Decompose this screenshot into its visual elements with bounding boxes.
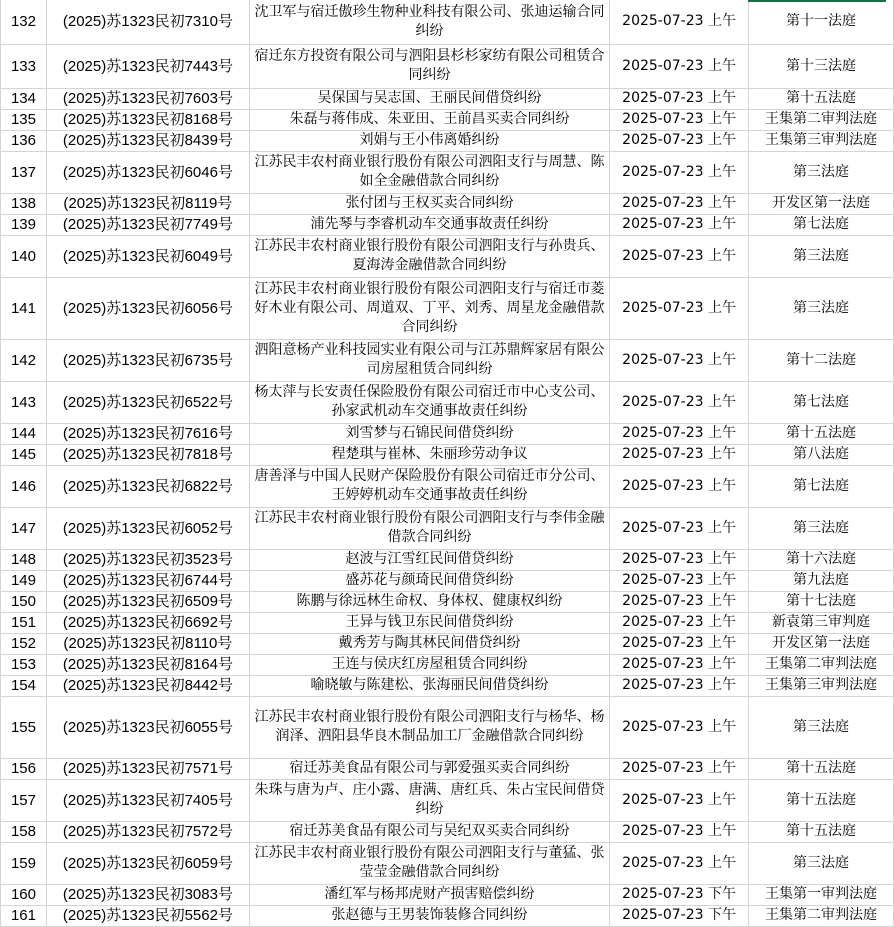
courtroom-cell[interactable]: 第三法庭 [749, 696, 894, 758]
case-title-cell[interactable]: 朱珠与唐为卢、庄小露、唐满、唐红兵、朱占宝民间借贷纠纷 [249, 779, 609, 821]
courtroom-cell[interactable]: 王集第三审判法庭 [749, 675, 894, 696]
table-row[interactable] [1, 570, 894, 591]
hearing-date-cell[interactable]: 2025-07-23 上午 [610, 507, 749, 549]
case-title-cell[interactable]: 江苏民丰农村商业银行股份有限公司泗阳支行与孙贵兵、夏海涛金融借款合同纠纷 [249, 235, 609, 277]
table-row[interactable] [1, 905, 894, 926]
hearing-date-cell[interactable]: 2025-07-23 上午 [610, 633, 749, 654]
row-number-cell[interactable]: 148 [1, 549, 47, 570]
courtroom-cell[interactable]: 开发区第一法庭 [749, 193, 894, 214]
courtroom-cell[interactable]: 第十五法庭 [749, 821, 894, 842]
row-number-cell[interactable]: 153 [1, 654, 47, 675]
courtroom-cell[interactable]: 第十一法庭 [749, 0, 894, 44]
case-number-cell[interactable]: (2025)苏1323民初6055号 [46, 696, 249, 758]
row-number-cell[interactable]: 160 [1, 884, 47, 905]
hearing-date-cell[interactable]: 2025-07-23 上午 [610, 842, 749, 884]
hearing-date-cell[interactable]: 2025-07-23 上午 [610, 444, 749, 465]
hearing-date-cell[interactable]: 2025-07-23 上午 [610, 675, 749, 696]
case-number-cell[interactable]: (2025)苏1323民初6046号 [46, 151, 249, 193]
table-row[interactable] [1, 444, 894, 465]
courtroom-cell[interactable]: 第三法庭 [749, 235, 894, 277]
row-number-cell[interactable]: 152 [1, 633, 47, 654]
case-number-cell[interactable]: (2025)苏1323民初6059号 [46, 842, 249, 884]
hearing-date-cell[interactable]: 2025-07-23 上午 [610, 277, 749, 339]
table-row[interactable] [1, 612, 894, 633]
table-row[interactable] [1, 339, 894, 381]
case-title-cell[interactable]: 张赵德与王男装饰装修合同纠纷 [249, 905, 609, 926]
case-number-cell[interactable]: (2025)苏1323民初3523号 [46, 549, 249, 570]
courtroom-cell[interactable]: 第十七法庭 [749, 591, 894, 612]
courtroom-cell[interactable]: 第七法庭 [749, 465, 894, 507]
hearing-date-cell[interactable]: 2025-07-23 上午 [610, 654, 749, 675]
courtroom-cell[interactable]: 第十五法庭 [749, 423, 894, 444]
row-number-cell[interactable]: 146 [1, 465, 47, 507]
hearing-date-cell[interactable]: 2025-07-23 上午 [610, 0, 749, 44]
table-row[interactable] [1, 381, 894, 423]
table-row[interactable] [1, 109, 894, 130]
hearing-date-cell[interactable]: 2025-07-23 上午 [610, 423, 749, 444]
courtroom-cell[interactable]: 王集第三审判法庭 [749, 130, 894, 151]
row-number-cell[interactable]: 137 [1, 151, 47, 193]
row-number-cell[interactable]: 161 [1, 905, 47, 926]
table-row[interactable] [1, 0, 894, 44]
spreadsheet-body [1, 0, 894, 926]
case-title-cell[interactable]: 江苏民丰农村商业银行股份有限公司泗阳支行与杨华、杨润泽、泗阳县华良木制品加工厂金融借款合同纠纷 [249, 696, 609, 758]
row-number-cell[interactable]: 132 [1, 0, 47, 44]
case-title-cell[interactable]: 江苏民丰农村商业银行股份有限公司泗阳支行与周慧、陈如全金融借款合同纠纷 [249, 151, 609, 193]
courtroom-cell[interactable]: 第十五法庭 [749, 779, 894, 821]
case-title-cell[interactable]: 宿迁苏美食品有限公司与郭爱强买卖合同纠纷 [249, 758, 609, 779]
courtroom-cell[interactable]: 第九法庭 [749, 570, 894, 591]
row-number-cell[interactable]: 136 [1, 130, 47, 151]
courtroom-cell[interactable]: 王集第一审判法庭 [749, 884, 894, 905]
case-number-cell[interactable]: (2025)苏1323民初7310号 [46, 0, 249, 44]
courtroom-cell[interactable]: 王集第二审判法庭 [749, 654, 894, 675]
case-title-cell[interactable]: 王异与钱卫东民间借贷纠纷 [249, 612, 609, 633]
case-title-cell[interactable]: 陈鹏与徐远林生命权、身体权、健康权纠纷 [249, 591, 609, 612]
case-title-cell[interactable]: 唐善泽与中国人民财产保险股份有限公司宿迁市分公司、王婷婷机动车交通事故责任纠纷 [249, 465, 609, 507]
hearing-date-cell[interactable]: 2025-07-23 上午 [610, 591, 749, 612]
case-number-cell[interactable]: (2025)苏1323民初3083号 [46, 884, 249, 905]
case-title-cell[interactable]: 喻晓敏与陈建松、张海丽民间借贷纠纷 [249, 675, 609, 696]
row-number-cell[interactable]: 149 [1, 570, 47, 591]
case-title-cell[interactable]: 程楚琪与崔林、朱丽珍劳动争议 [249, 444, 609, 465]
case-number-cell[interactable]: (2025)苏1323民初7603号 [46, 88, 249, 109]
table-row[interactable] [1, 44, 894, 88]
hearing-date-cell[interactable]: 2025-07-23 上午 [610, 570, 749, 591]
courtroom-cell[interactable]: 第十二法庭 [749, 339, 894, 381]
case-number-cell[interactable]: (2025)苏1323民初7616号 [46, 423, 249, 444]
case-title-cell[interactable]: 王连与侯庆红房屋租赁合同纠纷 [249, 654, 609, 675]
case-title-cell[interactable]: 刘娟与王小伟离婚纠纷 [249, 130, 609, 151]
hearing-date-cell[interactable]: 2025-07-23 上午 [610, 109, 749, 130]
case-title-cell[interactable]: 江苏民丰农村商业银行股份有限公司泗阳支行与李伟金融借款合同纠纷 [249, 507, 609, 549]
courtroom-cell[interactable]: 第三法庭 [749, 151, 894, 193]
hearing-date-cell[interactable]: 2025-07-23 上午 [610, 235, 749, 277]
hearing-date-cell[interactable]: 2025-07-23 上午 [610, 339, 749, 381]
case-number-cell[interactable]: (2025)苏1323民初7749号 [46, 214, 249, 235]
row-number-cell[interactable]: 135 [1, 109, 47, 130]
table-row[interactable] [1, 842, 894, 884]
case-number-cell[interactable]: (2025)苏1323民初6822号 [46, 465, 249, 507]
row-number-cell[interactable]: 156 [1, 758, 47, 779]
hearing-date-cell[interactable]: 2025-07-23 上午 [610, 696, 749, 758]
row-number-cell[interactable]: 139 [1, 214, 47, 235]
selected-cell-indicator [748, 0, 886, 2]
hearing-date-cell[interactable]: 2025-07-23 上午 [610, 130, 749, 151]
table-row[interactable] [1, 779, 894, 821]
courtroom-cell[interactable]: 第十五法庭 [749, 88, 894, 109]
row-number-cell[interactable]: 142 [1, 339, 47, 381]
row-number-cell[interactable]: 140 [1, 235, 47, 277]
row-number-cell[interactable]: 141 [1, 277, 47, 339]
table-row[interactable] [1, 130, 894, 151]
row-number-cell[interactable]: 144 [1, 423, 47, 444]
courtroom-cell[interactable]: 开发区第一法庭 [749, 633, 894, 654]
case-number-cell[interactable]: (2025)苏1323民初6052号 [46, 507, 249, 549]
table-row[interactable] [1, 423, 894, 444]
table-row[interactable] [1, 696, 894, 758]
table-row[interactable] [1, 235, 894, 277]
table-row[interactable] [1, 884, 894, 905]
case-title-cell[interactable]: 戴秀芳与陶其林民间借贷纠纷 [249, 633, 609, 654]
case-title-cell[interactable]: 朱磊与蒋伟成、朱亚田、王前昌买卖合同纠纷 [249, 109, 609, 130]
table-row[interactable] [1, 151, 894, 193]
courtroom-cell[interactable]: 第八法庭 [749, 444, 894, 465]
case-title-cell[interactable]: 沈卫军与宿迁傲珍生物种业科技有限公司、张迪运输合同纠纷 [249, 0, 609, 44]
row-number-cell[interactable]: 155 [1, 696, 47, 758]
table-row[interactable] [1, 633, 894, 654]
case-number-cell[interactable]: (2025)苏1323民初5562号 [46, 905, 249, 926]
row-number-cell[interactable]: 147 [1, 507, 47, 549]
hearing-date-cell[interactable]: 2025-07-23 上午 [610, 193, 749, 214]
courtroom-cell[interactable]: 第十三法庭 [749, 44, 894, 88]
hearing-date-cell[interactable]: 2025-07-23 上午 [610, 779, 749, 821]
case-title-cell[interactable]: 江苏民丰农村商业银行股份有限公司泗阳支行与宿迁市菱好木业有限公司、周道双、丁平、刘秀、周星龙金融借款合同纠纷 [249, 277, 609, 339]
row-number-cell[interactable]: 133 [1, 44, 47, 88]
case-number-cell[interactable]: (2025)苏1323民初8439号 [46, 130, 249, 151]
courtroom-cell[interactable]: 第十六法庭 [749, 549, 894, 570]
table-row[interactable] [1, 758, 894, 779]
table-row[interactable] [1, 277, 894, 339]
row-number-cell[interactable]: 150 [1, 591, 47, 612]
case-number-cell[interactable]: (2025)苏1323民初8168号 [46, 109, 249, 130]
hearing-date-cell[interactable]: 2025-07-23 上午 [610, 381, 749, 423]
case-title-cell[interactable]: 张付团与王权买卖合同纠纷 [249, 193, 609, 214]
table-row[interactable] [1, 675, 894, 696]
hearing-date-cell[interactable]: 2025-07-23 上午 [610, 88, 749, 109]
courtroom-cell[interactable]: 第七法庭 [749, 214, 894, 235]
case-number-cell[interactable]: (2025)苏1323民初6049号 [46, 235, 249, 277]
row-number-cell[interactable]: 159 [1, 842, 47, 884]
table-row[interactable] [1, 821, 894, 842]
row-number-cell[interactable]: 138 [1, 193, 47, 214]
case-title-cell[interactable]: 刘雪梦与石锦民间借贷纠纷 [249, 423, 609, 444]
hearing-date-cell[interactable]: 2025-07-23 上午 [610, 214, 749, 235]
case-title-cell[interactable]: 泗阳意杨产业科技园实业有限公司与江苏鼎辉家居有限公司房屋租赁合同纠纷 [249, 339, 609, 381]
courtroom-cell[interactable]: 王集第二审判法庭 [749, 905, 894, 926]
hearing-date-cell[interactable]: 2025-07-23 下午 [610, 884, 749, 905]
courtroom-cell[interactable]: 王集第二审判法庭 [749, 109, 894, 130]
case-number-cell[interactable]: (2025)苏1323民初8110号 [46, 633, 249, 654]
case-number-cell[interactable]: (2025)苏1323民初8119号 [46, 193, 249, 214]
case-number-cell[interactable]: (2025)苏1323民初7818号 [46, 444, 249, 465]
table-row[interactable] [1, 507, 894, 549]
row-number-cell[interactable]: 134 [1, 88, 47, 109]
case-title-cell[interactable]: 赵波与江雪红民间借贷纠纷 [249, 549, 609, 570]
hearing-date-cell[interactable]: 2025-07-23 上午 [610, 151, 749, 193]
hearing-date-cell[interactable]: 2025-07-23 上午 [610, 44, 749, 88]
courtroom-cell[interactable]: 第十五法庭 [749, 758, 894, 779]
row-number-cell[interactable]: 154 [1, 675, 47, 696]
case-title-cell[interactable]: 吴保国与吴志国、王丽民间借贷纠纷 [249, 88, 609, 109]
table-row[interactable] [1, 549, 894, 570]
table-row[interactable] [1, 654, 894, 675]
hearing-date-cell[interactable]: 2025-07-23 上午 [610, 465, 749, 507]
table-row[interactable] [1, 193, 894, 214]
courtroom-cell[interactable]: 第七法庭 [749, 381, 894, 423]
case-number-cell[interactable]: (2025)苏1323民初6056号 [46, 277, 249, 339]
case-number-cell[interactable]: (2025)苏1323民初7443号 [46, 44, 249, 88]
case-title-cell[interactable]: 杨太萍与长安责任保险股份有限公司宿迁市中心支公司、孙家武机动车交通事故责任纠纷 [249, 381, 609, 423]
hearing-date-cell[interactable]: 2025-07-23 上午 [610, 758, 749, 779]
table-row[interactable] [1, 214, 894, 235]
courtroom-cell[interactable]: 第三法庭 [749, 507, 894, 549]
row-number-cell[interactable]: 145 [1, 444, 47, 465]
case-title-cell[interactable]: 宿迁东方投资有限公司与泗阳县杉杉家纺有限公司租赁合同纠纷 [249, 44, 609, 88]
case-number-cell[interactable]: (2025)苏1323民初7571号 [46, 758, 249, 779]
hearing-date-cell[interactable]: 2025-07-23 上午 [610, 612, 749, 633]
case-number-cell[interactable]: (2025)苏1323民初6692号 [46, 612, 249, 633]
table-row[interactable] [1, 591, 894, 612]
case-title-cell[interactable]: 江苏民丰农村商业银行股份有限公司泗阳支行与董猛、张莹莹金融借款合同纠纷 [249, 842, 609, 884]
case-number-cell[interactable]: (2025)苏1323民初6744号 [46, 570, 249, 591]
row-number-cell[interactable]: 143 [1, 381, 47, 423]
table-row[interactable] [1, 465, 894, 507]
courtroom-cell[interactable]: 新袁第三审判庭 [749, 612, 894, 633]
case-title-cell[interactable]: 潘红军与杨邦虎财产损害赔偿纠纷 [249, 884, 609, 905]
hearing-date-cell[interactable]: 2025-07-23 下午 [610, 905, 749, 926]
hearing-date-cell[interactable]: 2025-07-23 上午 [610, 821, 749, 842]
case-number-cell[interactable]: (2025)苏1323民初6509号 [46, 591, 249, 612]
case-title-cell[interactable]: 盛苏花与颜琦民间借贷纠纷 [249, 570, 609, 591]
row-number-cell[interactable]: 158 [1, 821, 47, 842]
case-number-cell[interactable]: (2025)苏1323民初6735号 [46, 339, 249, 381]
case-title-cell[interactable]: 浦先琴与李睿机动车交通事故责任纠纷 [249, 214, 609, 235]
case-number-cell[interactable]: (2025)苏1323民初8442号 [46, 675, 249, 696]
case-number-cell[interactable]: (2025)苏1323民初6522号 [46, 381, 249, 423]
row-number-cell[interactable]: 157 [1, 779, 47, 821]
case-number-cell[interactable]: (2025)苏1323民初8164号 [46, 654, 249, 675]
case-number-cell[interactable]: (2025)苏1323民初7405号 [46, 779, 249, 821]
row-number-cell[interactable]: 151 [1, 612, 47, 633]
hearing-date-cell[interactable]: 2025-07-23 上午 [610, 549, 749, 570]
courtroom-cell[interactable]: 第三法庭 [749, 842, 894, 884]
case-title-cell[interactable]: 宿迁苏美食品有限公司与吴纪双买卖合同纠纷 [249, 821, 609, 842]
table-row[interactable] [1, 88, 894, 109]
case-number-cell[interactable]: (2025)苏1323民初7572号 [46, 821, 249, 842]
courtroom-cell[interactable]: 第三法庭 [749, 277, 894, 339]
